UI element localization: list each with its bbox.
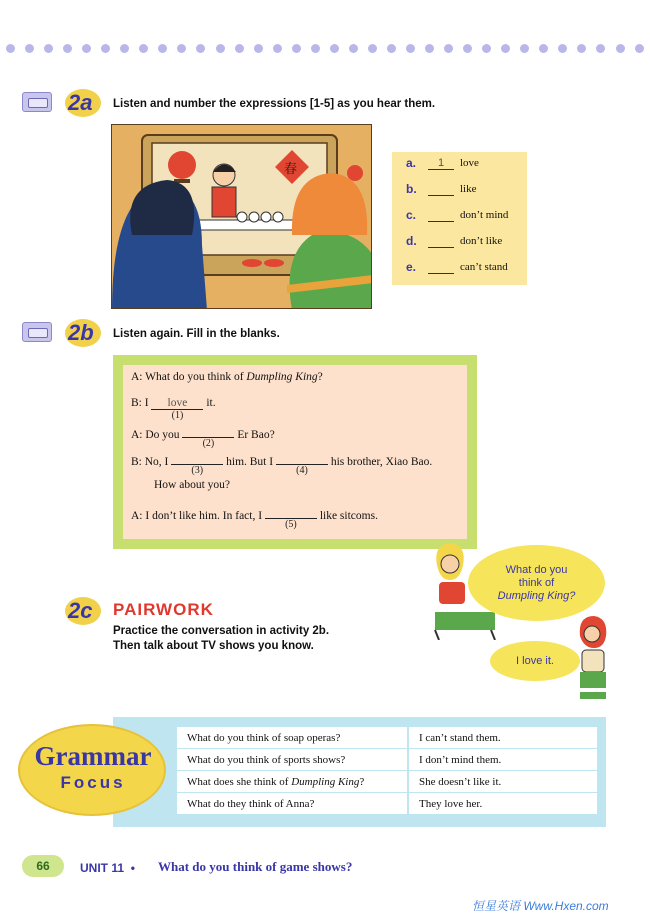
blank-1[interactable]: love (1) <box>151 397 203 410</box>
question-cell: What does she think of Dumpling King? <box>177 771 408 793</box>
expression-row: d. don’t like <box>406 234 503 248</box>
cassette-icon <box>22 322 52 342</box>
answer-blank[interactable]: 1 <box>428 157 454 170</box>
section-number-2a: 2a <box>68 90 93 115</box>
unit-label: UNIT 11 • <box>80 861 135 875</box>
cassette-icon <box>22 92 52 112</box>
unit-title: What do you think of game shows? <box>158 859 353 874</box>
page-number: 66 <box>22 855 64 877</box>
expression-row: c. don’t mind <box>406 208 509 222</box>
section-number-2c: 2c <box>68 598 93 623</box>
expressions-card <box>392 152 527 285</box>
answer-blank[interactable] <box>428 209 454 222</box>
dialogue-line: A: What do you think of Dumpling King? <box>131 371 323 383</box>
dialogue-line: B: I love (1) it. <box>131 397 216 421</box>
expression-row: b. like <box>406 182 477 196</box>
dialogue-line: B: No, I (3) him. But I (4) his brother, Xiao Bao. <box>131 452 432 468</box>
dialogue-line: A: Do you (2) Er Bao? <box>131 425 275 441</box>
answer-blank[interactable] <box>428 261 454 274</box>
blank-4[interactable]: (4) <box>276 452 328 465</box>
grammar-focus-title: Grammar <box>34 741 152 771</box>
dialogue-line: A: I don’t like him. In fact, I (5) like sitcoms. <box>131 506 378 522</box>
watermark: 恒星英语 Www.Hxen.com <box>472 899 609 913</box>
dialogue-line: How about you? <box>154 479 231 491</box>
speech-bubble-answer: I love it. <box>490 641 580 681</box>
instruction-2a: Listen and number the expressions [1-5] as you hear them. <box>113 98 436 110</box>
section-number-2b: 2b <box>68 320 94 345</box>
question-cell: What do you think of soap operas? <box>177 727 408 749</box>
expression-row: e. can’t stand <box>406 260 508 274</box>
table-row <box>177 749 597 771</box>
blank-3[interactable]: (3) <box>171 452 223 465</box>
instruction-2b: Listen again. Fill in the blanks. <box>113 328 280 340</box>
pairwork-line-1: Practice the conversation in activity 2b. <box>113 625 330 637</box>
expression-row: a. 1 love <box>406 156 479 170</box>
pairwork-title: PAIRWORK <box>113 600 214 619</box>
top-dot-border <box>0 44 650 58</box>
answer-cell: She doesn’t like it. <box>408 771 597 793</box>
blank-2[interactable]: (2) <box>182 425 234 438</box>
chun-sign-text: 春 <box>284 162 298 177</box>
pairwork-line-2: Then talk about TV shows you know. <box>113 640 314 652</box>
answer-cell: I can’t stand them. <box>408 727 597 749</box>
answer-cell: I don’t mind them. <box>408 749 597 771</box>
grammar-table <box>177 727 597 815</box>
question-cell: What do they think of Anna? <box>177 793 408 815</box>
table-row <box>177 793 597 815</box>
grammar-focus-subtitle: Focus <box>60 773 126 792</box>
table-row <box>177 727 597 749</box>
answer-cell: They love her. <box>408 793 597 815</box>
question-cell: What do you think of sports shows? <box>177 749 408 771</box>
table-row <box>177 771 597 793</box>
answer-blank[interactable] <box>428 235 454 248</box>
speech-bubble-question: What do you think of Dumpling King? <box>468 545 605 621</box>
blank-5[interactable]: (5) <box>265 506 317 519</box>
answer-blank[interactable] <box>428 183 454 196</box>
dialogue-box <box>123 365 467 539</box>
tv-watching-illustration <box>111 124 372 309</box>
